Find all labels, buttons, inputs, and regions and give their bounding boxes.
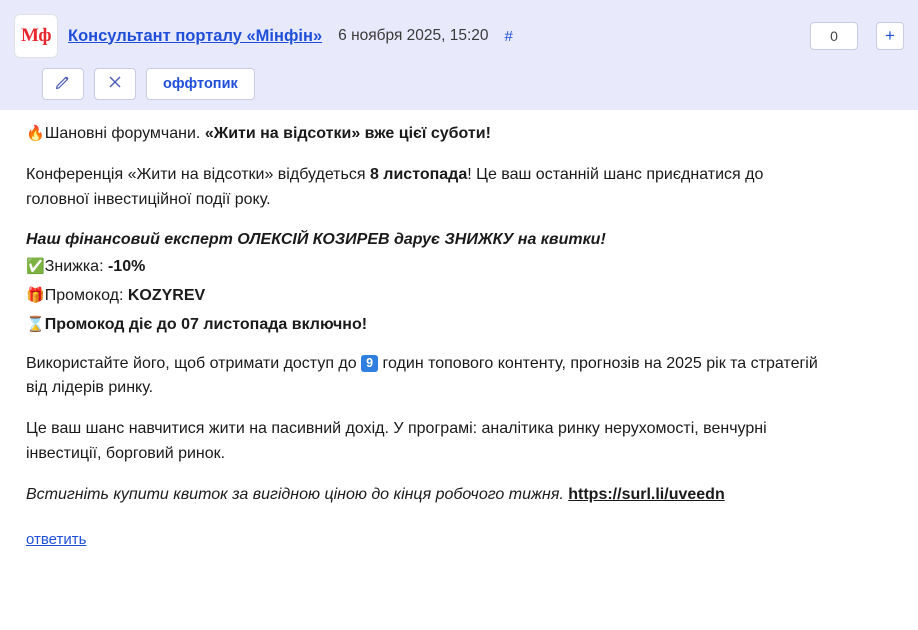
intro-prefix: Шановні форумчани. xyxy=(44,125,205,142)
close-icon xyxy=(107,74,123,95)
post-header-row xyxy=(14,14,904,58)
avatar xyxy=(14,14,58,58)
post-anchor-link[interactable]: # xyxy=(504,27,513,45)
gift-icon: 🎁 xyxy=(26,286,45,304)
expert-text: Наш фінансовий експерт ОЛЕКСІЙ КОЗИРЕВ дарує ЗНИЖКУ на квитки! xyxy=(26,231,606,249)
line-discount xyxy=(26,255,892,280)
edit-button[interactable] xyxy=(42,68,84,100)
ticket-link[interactable]: https://surl.li/uveedn xyxy=(568,485,725,503)
discount-value: -10% xyxy=(107,258,146,276)
hourglass-icon: ⌛ xyxy=(26,315,45,333)
conference-date: 8 листопада xyxy=(369,165,468,183)
cta-text: Встигніть купити квиток за вигідною ціною до кінця робочого тижня. xyxy=(26,485,569,503)
fire-icon: 🔥 xyxy=(26,125,45,142)
post-author-link[interactable]: Консультант порталу «Мінфін» xyxy=(68,26,323,45)
paragraph-conference xyxy=(26,163,826,213)
paragraph-program: Це ваш шанс навчитися жити на пасивний дохід. У програмі: аналітика ринку нерухомості, венчурні інвестиції, борговий ринок. xyxy=(26,420,767,462)
paragraph-cta xyxy=(26,483,826,508)
reply-link[interactable]: ответить xyxy=(26,530,87,548)
hours-badge: 9 xyxy=(361,355,378,373)
scrollbar[interactable] xyxy=(912,0,918,630)
upvote-button[interactable]: + xyxy=(876,22,904,50)
intro-bold: «Жити на відсотки» вже цієї суботи! xyxy=(204,125,491,142)
deadline-text: Промокод діє до 07 листопада включно! xyxy=(44,315,368,333)
access-part1: Використайте його, щоб отримати доступ до xyxy=(26,354,362,372)
pencil-icon xyxy=(55,74,71,95)
tag-offtopic-button[interactable]: оффтопик xyxy=(146,68,255,100)
line-promo xyxy=(26,284,892,309)
paragraph-expert xyxy=(26,228,826,253)
post-body xyxy=(0,110,918,552)
post-toolbar xyxy=(42,68,904,100)
conference-part2: ! Це ваш останній шанс приєднатися до головної інвестиційної події року. xyxy=(26,165,764,208)
check-icon: ✅ xyxy=(26,258,45,276)
post-header xyxy=(0,0,918,110)
avatar-initials: Мф xyxy=(20,25,52,46)
conference-part1: Конференція «Жити на відсотки» відбудеться xyxy=(26,165,370,183)
spacer xyxy=(26,342,892,352)
rating-value: 0 xyxy=(810,22,858,50)
paragraph-access xyxy=(26,352,826,402)
promo-label: Промокод: xyxy=(44,286,128,304)
post-timestamp: 6 ноября 2025, 15:20 xyxy=(338,27,489,44)
paragraph-intro xyxy=(26,122,826,147)
access-part2: годин топового контенту, прогнозів на 2025 рік та стратегій від лідерів ринку. xyxy=(26,354,818,397)
line-deadline xyxy=(26,313,892,338)
delete-button[interactable] xyxy=(94,68,136,100)
promo-code: KOZYREV xyxy=(127,286,206,304)
discount-label: Знижка: xyxy=(44,258,108,276)
